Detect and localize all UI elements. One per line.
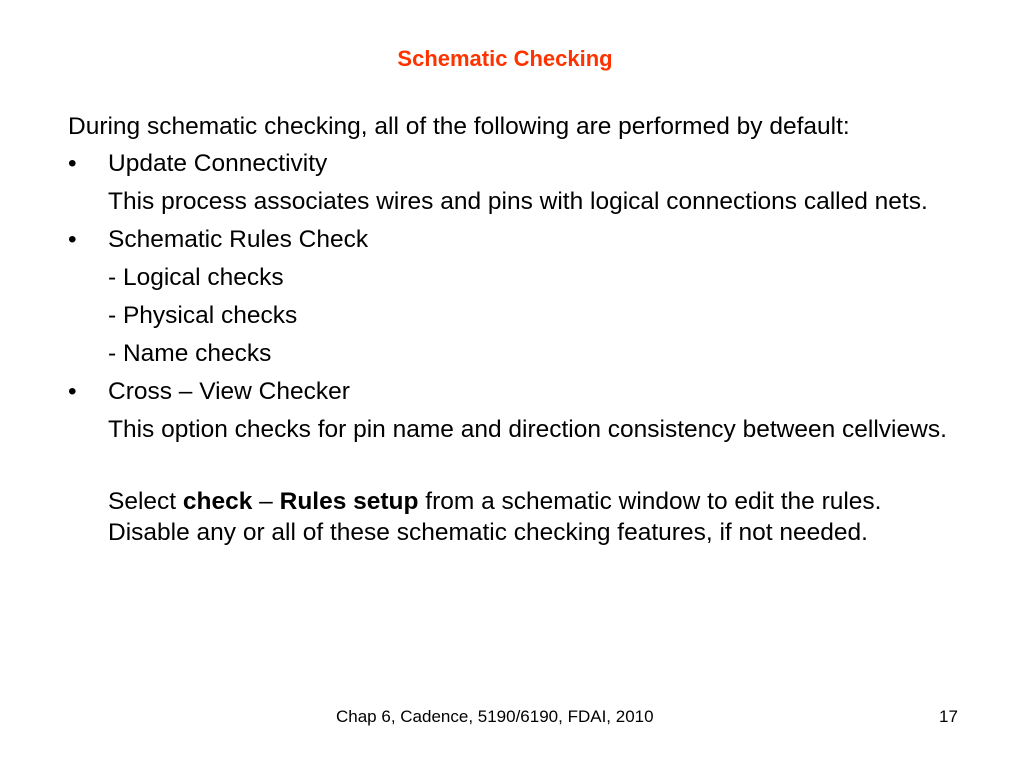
menu-term-rules-setup: Rules setup [279, 488, 419, 515]
footer-course-info: Chap 6, Cadence, 5190/6190, FDAI, 2010 [336, 707, 654, 726]
menu-term-check: check [182, 488, 253, 515]
slide-title: Schematic Checking [397, 46, 613, 71]
bullet-description: This option checks for pin name and direction consistency between cellviews. [108, 416, 947, 443]
bullet-dot-icon: • [68, 378, 77, 405]
bullet-dot-icon: • [68, 226, 77, 253]
note-text: Select [108, 488, 183, 515]
note-text: from a schematic window to edit the rules. Disable any or all of these schematic checking features, if not needed. [108, 488, 882, 546]
slide-body [68, 111, 968, 555]
sub-item-physical-checks: - Physical checks [108, 302, 298, 329]
bullet-item-cross-view-checker [68, 376, 968, 407]
bullet-label: Update Connectivity [108, 150, 328, 177]
bullet-item-update-connectivity [68, 148, 968, 179]
note-text: – [252, 488, 280, 515]
bullet-label: Cross – View Checker [108, 378, 350, 405]
spacer [68, 452, 968, 486]
bullet-item-rules-check [68, 224, 968, 255]
sub-item-logical-checks: - Logical checks [108, 264, 284, 291]
rules-setup-note [68, 486, 968, 548]
sub-item-name-checks: - Name checks [108, 340, 272, 367]
bullet-description: This process associates wires and pins with logical connections called nets. [108, 188, 928, 215]
bullet-dot-icon: • [68, 150, 77, 177]
intro-text: During schematic checking, all of the following are performed by default: [68, 113, 850, 140]
bullet-label: Schematic Rules Check [108, 226, 369, 253]
page-number: 17 [939, 707, 958, 726]
